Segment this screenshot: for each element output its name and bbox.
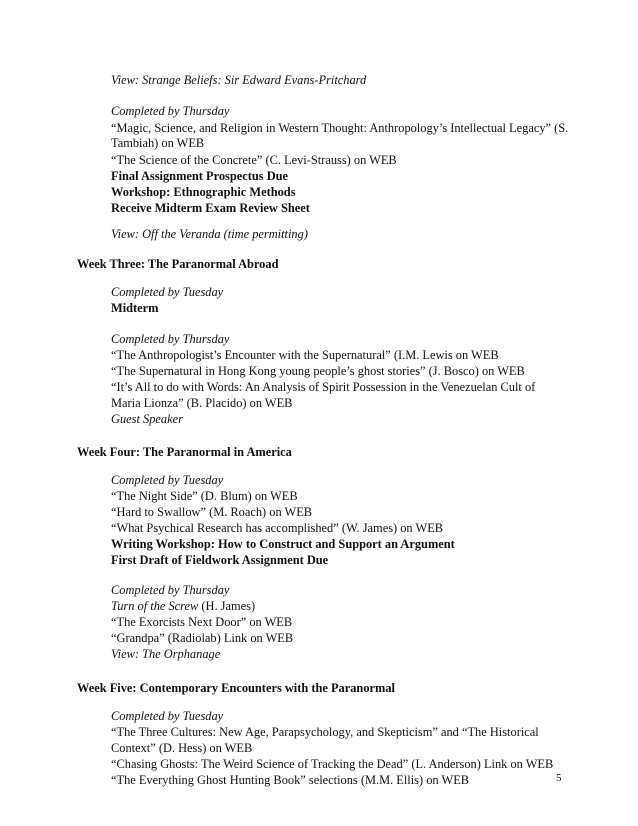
workshop-ethnographic-methods: Workshop: Ethnographic Methods — [111, 185, 296, 199]
reading-exorcists: “The Exorcists Next Door” on WEB — [111, 615, 293, 629]
writing-workshop: Writing Workshop: How to Construct and Support an Argument — [111, 537, 455, 551]
book-author: (H. James) — [198, 599, 256, 613]
final-assignment-prospectus: Final Assignment Prospectus Due — [111, 169, 289, 183]
view-strange-beliefs: View: Strange Beliefs: Sir Edward Evans-Pritchard — [111, 73, 367, 87]
completed-by-thursday-heading: Completed by Thursday — [111, 104, 230, 118]
first-draft-due: First Draft of Fieldwork Assignment Due — [111, 553, 329, 567]
midterm: Midterm — [111, 301, 159, 315]
reading-bosco: “The Supernatural in Hong Kong young people’s ghost stories” (J. Bosco) on WEB — [111, 364, 525, 378]
reading-hess: “The Three Cultures: New Age, Parapsychology, and Skepticism” and “The Historical — [111, 725, 539, 739]
reading-grandpa: “Grandpa” (Radiolab) Link on WEB — [111, 631, 294, 645]
reading-tambiah-cont: Tambiah) on WEB — [111, 136, 205, 150]
reading-anderson: “Chasing Ghosts: The Weird Science of Tracking the Dead” (L. Anderson) Link on WEB — [111, 757, 554, 771]
book-title: Turn of the Screw — [111, 599, 199, 613]
guest-speaker: Guest Speaker — [111, 412, 183, 426]
view-the-orphanage: View: The Orphanage — [111, 647, 221, 661]
week-five-heading: Week Five: Contemporary Encounters with the Paranormal — [77, 681, 395, 695]
reading-roach: “Hard to Swallow” (M. Roach) on WEB — [111, 505, 313, 519]
reading-lewis: “The Anthropologist’s Encounter with the Supernatural” (I.M. Lewis on WEB — [111, 348, 499, 362]
completed-by-tuesday-heading: Completed by Tuesday — [111, 709, 224, 723]
reading-turn-of-the-screw — [111, 598, 255, 614]
reading-tambiah: “Magic, Science, and Religion in Western Thought: Anthropology’s Intellectual Legacy” (S. — [111, 121, 569, 135]
completed-by-thursday-heading: Completed by Thursday — [111, 332, 230, 346]
view-off-the-veranda: View: Off the Veranda (time permitting) — [111, 227, 308, 241]
completed-by-thursday-heading: Completed by Thursday — [111, 583, 230, 597]
week-three-heading: Week Three: The Paranormal Abroad — [77, 257, 279, 271]
reading-levi-strauss: “The Science of the Concrete” (C. Levi-Strauss) on WEB — [111, 153, 397, 167]
week-four-heading: Week Four: The Paranormal in America — [77, 445, 292, 459]
completed-by-tuesday-heading: Completed by Tuesday — [111, 473, 224, 487]
reading-james: “What Psychical Research has accomplished” (W. James) on WEB — [111, 521, 444, 535]
midterm-review-sheet: Receive Midterm Exam Review Sheet — [111, 201, 310, 215]
reading-hess-cont: Context” (D. Hess) on WEB — [111, 741, 253, 755]
reading-placido: “It’s All to do with Words: An Analysis of Spirit Possession in the Venezuelan Cult of — [111, 380, 536, 394]
completed-by-tuesday-heading: Completed by Tuesday — [111, 285, 224, 299]
reading-blum: “The Night Side” (D. Blum) on WEB — [111, 489, 298, 503]
reading-ellis: “The Everything Ghost Hunting Book” selections (M.M. Ellis) on WEB — [111, 773, 470, 787]
page-number: 5 — [556, 772, 562, 784]
reading-placido-cont: Maria Lionza” (B. Placido) on WEB — [111, 396, 293, 410]
